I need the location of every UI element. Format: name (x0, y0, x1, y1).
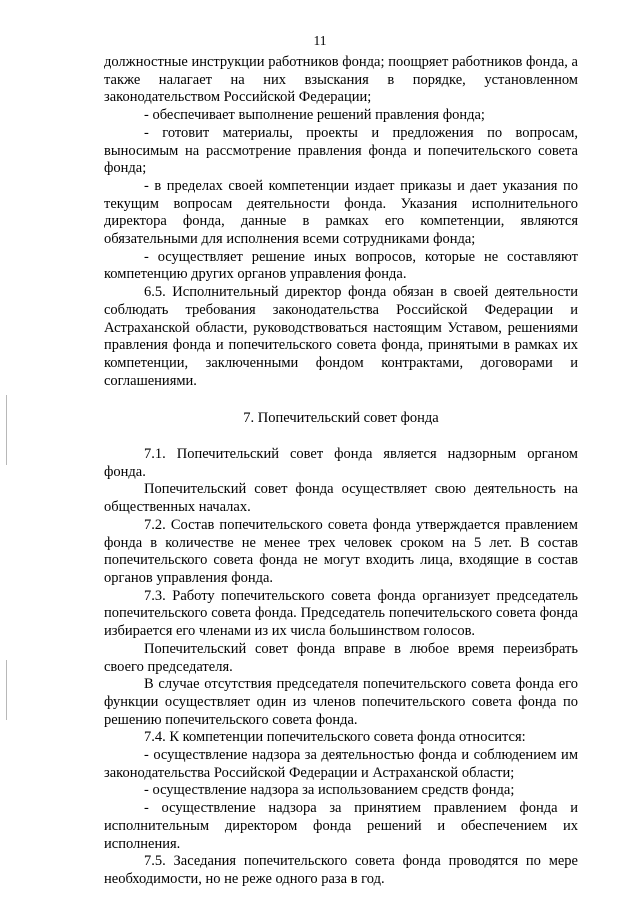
page-number: 11 (313, 33, 327, 48)
scan-edge-mark-top (6, 395, 7, 465)
list-item: - осуществление надзора за использованием средств фонда; (144, 782, 515, 799)
list-item: - осуществляет решение иных вопросов, которые не составляют компетенцию других органов управления фонда. (104, 248, 578, 283)
clause-7-2: 7.2. Состав попечительского совета фонда утверждается правлением фонда в количестве не менее трех человек сроком на 5 лет. В состав попечительского совета фонда не могут входить лица, входящие в состав органов управления фонда. (104, 516, 578, 586)
paragraph-continuation: должностные инструкции работников фонда; поощряет работников фонда, а также налагает на них взыскания в порядке, установленном законодательством Российской Федерации; (104, 54, 578, 106)
list-item: - обеспечивает выполнение решений правления фонда; (144, 107, 485, 124)
list-item: - готовит материалы, проекты и предложения по вопросам, выносимым на рассмотрение правления фонда и попечительского совета фонда; (104, 124, 578, 177)
scan-edge-mark-bottom (6, 660, 7, 720)
section-heading: 7. Попечительский совет фонда (243, 410, 439, 427)
clause-7-1: 7.1. Попечительский совет фонда является надзорным органом фонда. (104, 446, 578, 480)
paragraph: Попечительский совет фонда осуществляет свою деятельность на общественных началах. (104, 481, 578, 516)
clause-7-4: 7.4. К компетенции попечительского совета фонда относится: (144, 729, 526, 746)
clause-7-3: 7.3. Работу попечительского совета фонда организует председатель попечительского совета фонда. Председатель попечительского совета фонда избирается его членами из их числа большинством голосов. (104, 587, 578, 640)
clause-6-5: 6.5. Исполнительный директор фонда обязан в своей деятельности соблюдать требования законодательства Российской Федерации и Астраханской области, руководствоваться настоящим Уставом, решениями правления фонда и попечительского совета фонда, принятыми в рамках их компетенции, заключенными фондом контрактами, договорами и соглашениями. (104, 284, 578, 389)
list-item: - осуществление надзора за деятельностью фонда и соблюдением им законодательства Российской Федерации и Астраханской области; (104, 747, 578, 781)
paragraph: Попечительский совет фонда вправе в любое время переизбрать своего председателя. (104, 640, 578, 675)
paragraph: В случае отсутствия председателя попечительского совета фонда его функции осуществляет один из членов попечительского совета фонда по решению попечительского совета фонда. (104, 676, 578, 728)
list-item: - осуществление надзора за принятием правлением фонда и исполнительным директором фонда решений и обеспечением их исполнения. (104, 800, 578, 852)
document-body (104, 54, 578, 889)
list-item: - в пределах своей компетенции издает приказы и дает указания по текущим вопросам деятельности фонда. Указания исполнительного директора фонда, данные в рамках его компетенции, являются обязательными для исполнения всеми сотрудниками фонда; (104, 177, 578, 248)
clause-7-5: 7.5. Заседания попечительского совета фонда проводятся по мере необходимости, но не реже одного раза в год. (104, 853, 578, 887)
